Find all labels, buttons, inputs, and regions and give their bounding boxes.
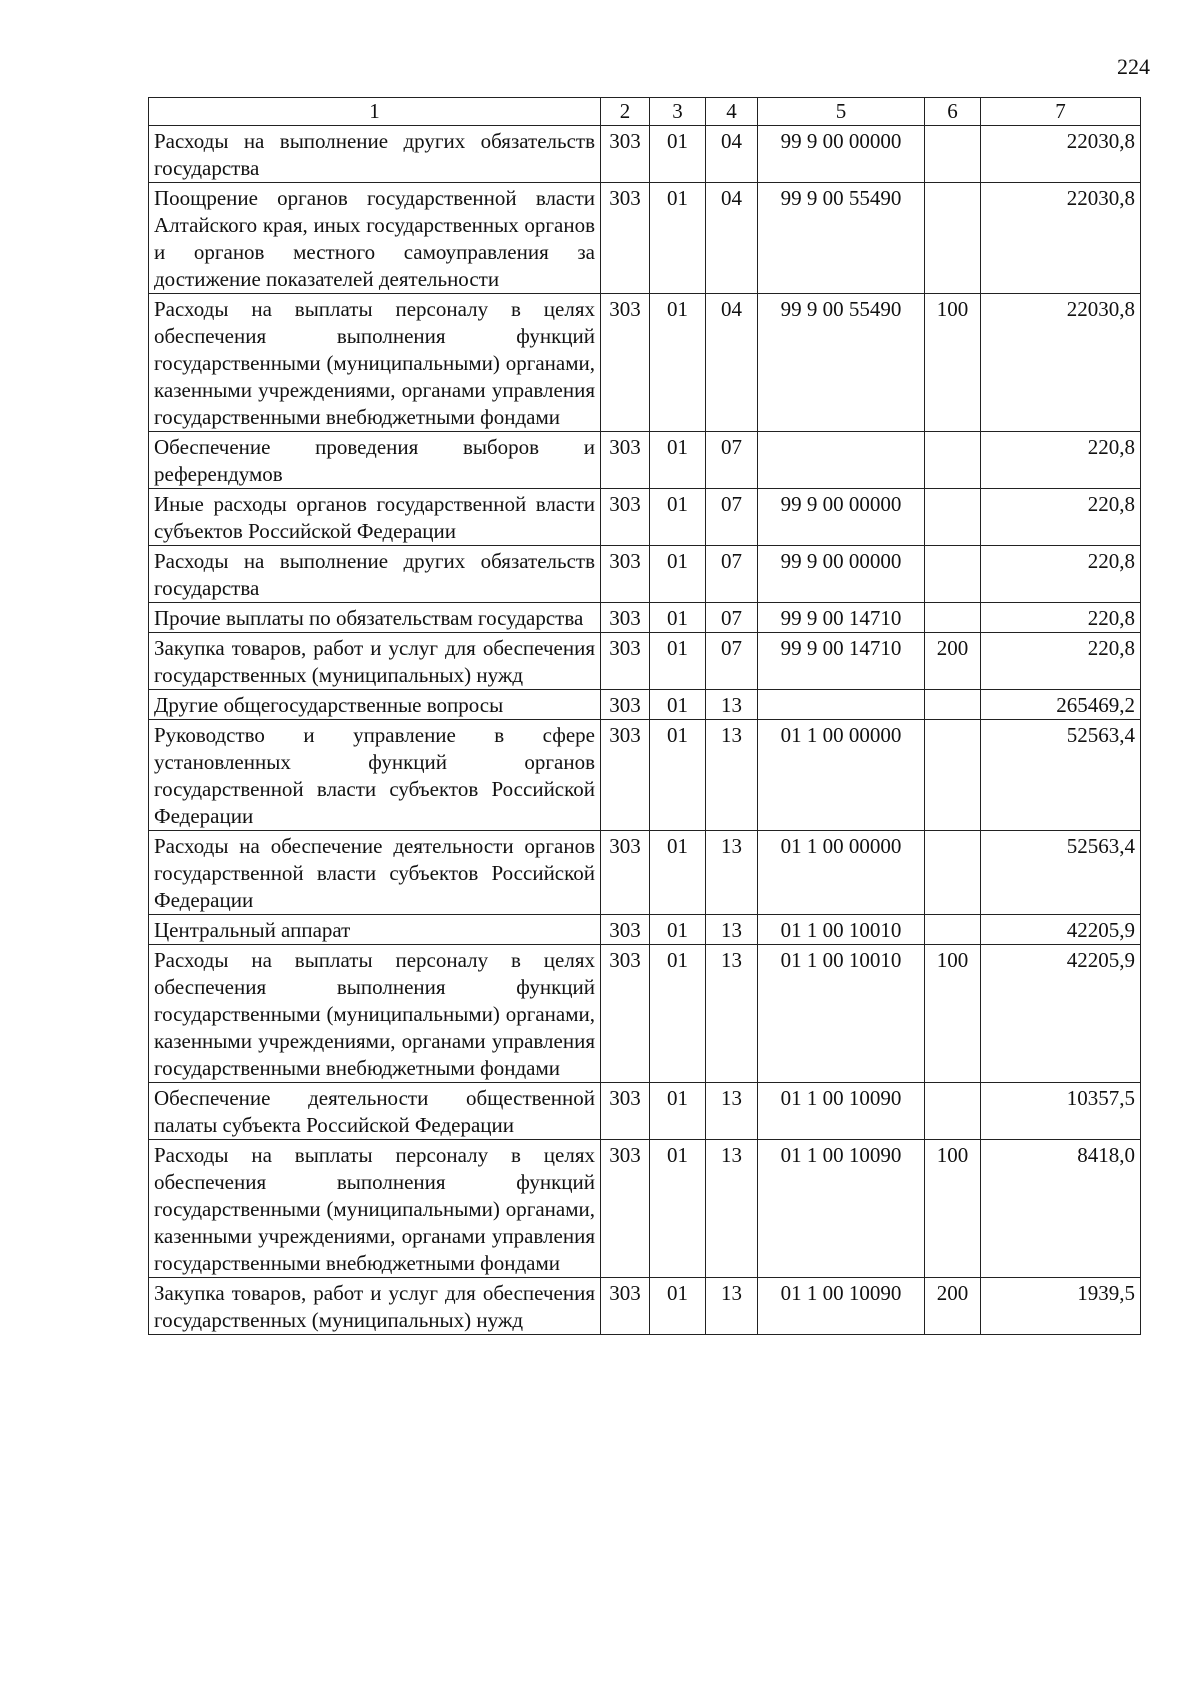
cell-section-code: 01 — [650, 945, 706, 1083]
cell-target-article: 99 9 00 00000 — [758, 126, 925, 183]
column-header: 5 — [758, 98, 925, 126]
table-row — [149, 294, 1141, 432]
cell-expense-type: 100 — [925, 294, 981, 432]
cell-amount: 265469,2 — [981, 690, 1141, 720]
cell-section-code: 01 — [650, 633, 706, 690]
cell-expense-type: 100 — [925, 1140, 981, 1278]
cell-section-code: 01 — [650, 720, 706, 831]
cell-ministry-code: 303 — [601, 945, 650, 1083]
cell-target-article: 01 1 00 00000 — [758, 831, 925, 915]
table-row — [149, 183, 1141, 294]
header-row — [149, 98, 1141, 126]
cell-target-article: 99 9 00 14710 — [758, 603, 925, 633]
cell-expense-type — [925, 915, 981, 945]
cell-expense-name: Расходы на выплаты персоналу в целях обеспечения выполнения функций государственными (муниципальными) органами, казенными учреждениями, органами управления государственными внебюджетными фондами — [149, 294, 601, 432]
cell-amount: 220,8 — [981, 546, 1141, 603]
budget-table — [148, 97, 1141, 1335]
cell-expense-type — [925, 432, 981, 489]
cell-expense-type — [925, 489, 981, 546]
cell-subsection-code: 04 — [706, 294, 758, 432]
cell-amount: 52563,4 — [981, 831, 1141, 915]
cell-ministry-code: 303 — [601, 1083, 650, 1140]
cell-amount: 22030,8 — [981, 126, 1141, 183]
cell-section-code: 01 — [650, 690, 706, 720]
table-row — [149, 1140, 1141, 1278]
cell-target-article: 01 1 00 00000 — [758, 720, 925, 831]
cell-ministry-code: 303 — [601, 831, 650, 915]
cell-subsection-code: 13 — [706, 1140, 758, 1278]
cell-ministry-code: 303 — [601, 489, 650, 546]
table-header — [149, 98, 1141, 126]
cell-subsection-code: 13 — [706, 720, 758, 831]
cell-ministry-code: 303 — [601, 633, 650, 690]
cell-target-article: 01 1 00 10010 — [758, 915, 925, 945]
cell-subsection-code: 07 — [706, 489, 758, 546]
cell-subsection-code: 13 — [706, 1083, 758, 1140]
cell-expense-type — [925, 183, 981, 294]
column-header: 6 — [925, 98, 981, 126]
cell-expense-type — [925, 690, 981, 720]
cell-section-code: 01 — [650, 915, 706, 945]
cell-ministry-code: 303 — [601, 546, 650, 603]
cell-subsection-code: 07 — [706, 633, 758, 690]
column-header: 4 — [706, 98, 758, 126]
cell-section-code: 01 — [650, 126, 706, 183]
cell-section-code: 01 — [650, 1278, 706, 1335]
cell-subsection-code: 13 — [706, 945, 758, 1083]
cell-ministry-code: 303 — [601, 603, 650, 633]
cell-expense-type: 200 — [925, 1278, 981, 1335]
table-row — [149, 1083, 1141, 1140]
cell-amount: 52563,4 — [981, 720, 1141, 831]
cell-amount: 8418,0 — [981, 1140, 1141, 1278]
cell-subsection-code: 13 — [706, 1278, 758, 1335]
table-row — [149, 432, 1141, 489]
cell-section-code: 01 — [650, 831, 706, 915]
cell-target-article: 01 1 00 10090 — [758, 1278, 925, 1335]
cell-expense-type — [925, 126, 981, 183]
cell-expense-type — [925, 720, 981, 831]
cell-target-article: 01 1 00 10090 — [758, 1083, 925, 1140]
cell-expense-name: Обеспечение деятельности общественной палаты субъекта Российской Федерации — [149, 1083, 601, 1140]
cell-ministry-code: 303 — [601, 183, 650, 294]
cell-expense-type — [925, 546, 981, 603]
cell-expense-name: Поощрение органов государственной власти Алтайского края, иных государственных органов и органов местного самоуправления за достижение показателей деятельности — [149, 183, 601, 294]
cell-subsection-code: 13 — [706, 690, 758, 720]
page-number: 224 — [1117, 54, 1150, 79]
cell-expense-name: Центральный аппарат — [149, 915, 601, 945]
cell-amount: 1939,5 — [981, 1278, 1141, 1335]
cell-expense-name: Расходы на выполнение других обязательств государства — [149, 126, 601, 183]
cell-subsection-code: 13 — [706, 915, 758, 945]
cell-subsection-code: 04 — [706, 126, 758, 183]
cell-expense-name: Другие общегосударственные вопросы — [149, 690, 601, 720]
cell-expense-name: Расходы на выплаты персоналу в целях обеспечения выполнения функций государственными (муниципальными) органами, казенными учреждениями, органами управления государственными внебюджетными фондами — [149, 1140, 601, 1278]
cell-expense-name: Руководство и управление в сфере установленных функций органов государственной власти субъектов Российской Федерации — [149, 720, 601, 831]
table-row — [149, 489, 1141, 546]
cell-section-code: 01 — [650, 603, 706, 633]
column-header: 7 — [981, 98, 1141, 126]
column-header: 2 — [601, 98, 650, 126]
cell-ministry-code: 303 — [601, 720, 650, 831]
cell-subsection-code: 07 — [706, 432, 758, 489]
cell-ministry-code: 303 — [601, 432, 650, 489]
cell-ministry-code: 303 — [601, 126, 650, 183]
cell-expense-name: Прочие выплаты по обязательствам государства — [149, 603, 601, 633]
cell-subsection-code: 07 — [706, 603, 758, 633]
cell-section-code: 01 — [650, 1140, 706, 1278]
table-row — [149, 546, 1141, 603]
column-header: 1 — [149, 98, 601, 126]
cell-target-article: 01 1 00 10010 — [758, 945, 925, 1083]
cell-expense-name: Закупка товаров, работ и услуг для обеспечения государственных (муниципальных) нужд — [149, 633, 601, 690]
table-row — [149, 945, 1141, 1083]
cell-expense-name: Расходы на обеспечение деятельности органов государственной власти субъектов Российской Федерации — [149, 831, 601, 915]
cell-target-article: 99 9 00 00000 — [758, 546, 925, 603]
cell-ministry-code: 303 — [601, 294, 650, 432]
cell-section-code: 01 — [650, 489, 706, 546]
cell-expense-name: Расходы на выплаты персоналу в целях обеспечения выполнения функций государственными (муниципальными) органами, казенными учреждениями, органами управления государственными внебюджетными фондами — [149, 945, 601, 1083]
cell-target-article: 99 9 00 14710 — [758, 633, 925, 690]
cell-expense-name: Иные расходы органов государственной власти субъектов Российской Федерации — [149, 489, 601, 546]
cell-subsection-code: 07 — [706, 546, 758, 603]
cell-target-article: 99 9 00 55490 — [758, 183, 925, 294]
cell-expense-type — [925, 1083, 981, 1140]
cell-amount: 22030,8 — [981, 294, 1141, 432]
cell-amount: 220,8 — [981, 633, 1141, 690]
cell-section-code: 01 — [650, 546, 706, 603]
cell-amount: 220,8 — [981, 432, 1141, 489]
cell-amount: 10357,5 — [981, 1083, 1141, 1140]
cell-target-article: 99 9 00 55490 — [758, 294, 925, 432]
table-row — [149, 603, 1141, 633]
cell-amount: 220,8 — [981, 603, 1141, 633]
table-body — [149, 126, 1141, 1335]
cell-subsection-code: 13 — [706, 831, 758, 915]
table-row — [149, 915, 1141, 945]
cell-ministry-code: 303 — [601, 1278, 650, 1335]
table-row — [149, 831, 1141, 915]
cell-ministry-code: 303 — [601, 915, 650, 945]
cell-expense-name: Обеспечение проведения выборов и референдумов — [149, 432, 601, 489]
cell-ministry-code: 303 — [601, 690, 650, 720]
table-row — [149, 690, 1141, 720]
table-row — [149, 1278, 1141, 1335]
cell-amount: 42205,9 — [981, 945, 1141, 1083]
table-row — [149, 633, 1141, 690]
cell-expense-type: 100 — [925, 945, 981, 1083]
cell-expense-name: Расходы на выполнение других обязательств государства — [149, 546, 601, 603]
cell-target-article — [758, 690, 925, 720]
cell-ministry-code: 303 — [601, 1140, 650, 1278]
cell-expense-type — [925, 831, 981, 915]
cell-amount: 22030,8 — [981, 183, 1141, 294]
cell-target-article — [758, 432, 925, 489]
cell-subsection-code: 04 — [706, 183, 758, 294]
cell-section-code: 01 — [650, 183, 706, 294]
column-header: 3 — [650, 98, 706, 126]
cell-expense-type: 200 — [925, 633, 981, 690]
cell-target-article: 99 9 00 00000 — [758, 489, 925, 546]
cell-amount: 220,8 — [981, 489, 1141, 546]
table-row — [149, 126, 1141, 183]
cell-target-article: 01 1 00 10090 — [758, 1140, 925, 1278]
cell-section-code: 01 — [650, 1083, 706, 1140]
cell-amount: 42205,9 — [981, 915, 1141, 945]
cell-section-code: 01 — [650, 432, 706, 489]
cell-section-code: 01 — [650, 294, 706, 432]
table-row — [149, 720, 1141, 831]
cell-expense-name: Закупка товаров, работ и услуг для обеспечения государственных (муниципальных) нужд — [149, 1278, 601, 1335]
cell-expense-type — [925, 603, 981, 633]
